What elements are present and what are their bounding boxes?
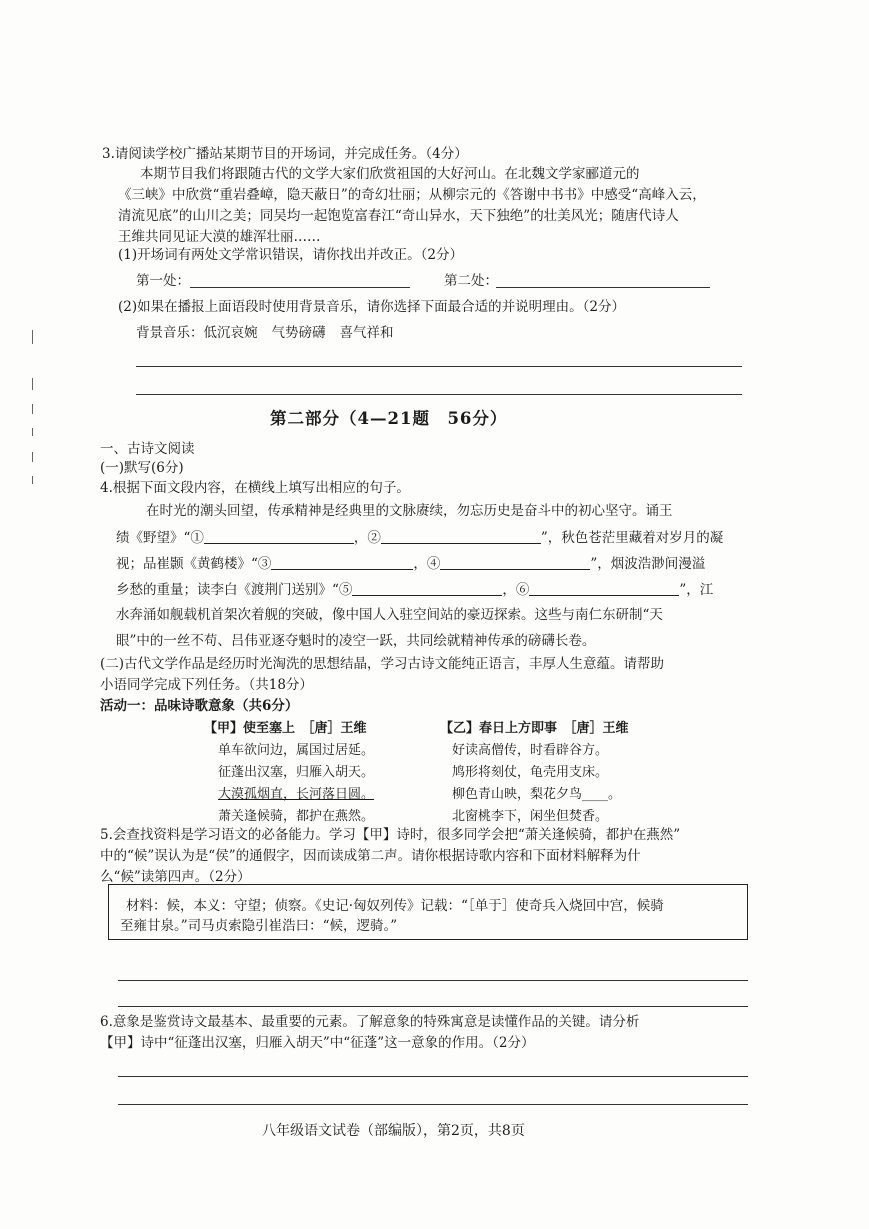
q4-fill-row: 绩《野望》“① ，② ”，秋色苍茫里藏着对岁月的凝 [116,530,724,546]
music-option: 气势磅礴 [271,325,326,341]
poem-jia-title: 【甲】使至塞上 ［唐］王维 [204,721,367,736]
margin-mark [32,452,39,462]
poem-yi-line: 鸠形将刻仗，龟壳用支床。 [452,765,609,780]
section-one-title: 一、古诗文阅读 [100,441,195,457]
q5-line: 么“候”读第四声。（2分） [100,869,251,885]
q5-line: 中的“候”误认为是“侯”的通假字，因而读成第二声。请你根据诗歌内容和下面材料解释为什 [100,848,641,864]
material-line: 至雍甘泉。”司马贞索隐引崔浩曰：“候，逻骑。” [120,918,398,934]
q3-answer-line[interactable] [136,394,742,395]
first-error-label: 第一处： [136,273,190,289]
section-one-subtitle: (一)默写(6分) [100,460,184,476]
margin-mark [32,330,39,344]
background-music-row [136,324,394,342]
margin-mark [32,476,39,484]
second-error-label: 第二处： [444,273,498,289]
q4-title: 4.根据下面文段内容，在横线上填写出相应的句子。 [100,480,410,496]
first-error-answer-line[interactable] [190,287,410,288]
poem-yi-title: 【乙】春日上方即事 ［唐］王维 [440,721,629,736]
music-option: 低沉哀婉 [203,325,258,341]
blank-4[interactable] [440,555,590,570]
q3-title: 3.请阅读学校广播站某期节目的开场词，并完成任务。（4分） [102,146,468,162]
margin-mark [32,378,39,390]
q4-fill-row: 视；品崔颢《黄鹤楼》“③ ，④ ”，烟波浩渺间漫溢 [116,556,706,572]
poem-jia-line: 萧关逢候骑，都护在燕然。 [218,809,375,824]
section-two-intro: 小语同学完成下列任务。（共18分） [100,677,313,693]
material-line: 材料：候，本义：守望；侦察。《史记·匈奴列传》记载：“［单于］使奇兵入烧回中宫，候骑 [126,898,664,914]
margin-mark [32,404,39,414]
music-label: 背景音乐： [136,325,204,341]
q4-fill-row: 乡愁的重量；读李白《渡荆门送别》“⑤ ，⑥ ”，江 [116,582,714,598]
page-footer: 八年级语文试卷（部编版），第2页，共8页 [262,1123,525,1139]
poem-jia-line: 大漠孤烟直，长河落日圆。 [218,787,375,802]
q3-para-line: 王维共同见证大漠的雄浑壮丽…… [118,229,321,245]
poem-jia-line: 征蓬出汉塞，归雁入胡天。 [218,765,375,780]
poem-jia-line: 单车欲问边，属国过居延。 [218,743,375,758]
q3-answer-line[interactable] [136,366,742,367]
blank-2[interactable] [381,529,541,544]
q5-answer-line[interactable] [118,1006,748,1007]
poem-yi-line: 柳色青山映，梨花夕鸟____。 [452,787,622,802]
q4-text-line: 在时光的潮头回望，传承精神是经典里的文脉赓续，勿忘历史是奋斗中的初心坚守。诵王 [146,503,673,519]
q6-line: 6.意象是鉴赏诗文最基本、最重要的元素。了解意象的特殊寓意是读懂作品的关键。请分析 [100,1014,640,1030]
blank-3[interactable] [271,555,413,570]
part-two-title: 第二部分（4—21题 56分） [270,409,508,428]
q3-sub1: (1)开场词有两处文学常识错误，请你找出并改正。（2分） [118,247,463,263]
q3-sub2: (2)如果在播报上面语段时使用背景音乐，请你选择下面最合适的并说明理由。（2分） [118,299,625,315]
q5-answer-line[interactable] [118,980,748,981]
blank-1[interactable] [204,529,354,544]
section-two-intro: (二)古代文学作品是经历时光淘洗的思想结晶，学习古诗文能纯正语言，丰厚人生意蕴。请帮助 [100,656,665,672]
poem-yi-line: 好读高僧传，时看辟谷方。 [452,743,609,758]
music-option: 喜气祥和 [339,325,394,341]
blank-6[interactable] [529,581,679,596]
second-error-answer-line[interactable] [496,287,710,288]
q6-line: 【甲】诗中“征蓬出汉塞，归雁入胡天”中“征蓬”这一意象的作用。（2分） [100,1035,535,1051]
activity-one-title: 活动一：品味诗歌意象（共6分） [100,698,299,714]
q5-line: 5.会查找资料是学习语文的必备能力。学习【甲】诗时，很多同学会把“萧关逢候骑，都护在燕然” [100,827,681,843]
q3-para-line: 《三峡》中欣赏“重岩叠嶂，隐天蔽日”的奇幻壮丽；从柳宗元的《答谢中书书》中感受“高峰入云， [118,187,706,203]
q3-para-line: 清流见底”的山川之美；同吴均一起饱览富春江“奇山异水，天下独绝”的壮美风光；随唐代诗人 [118,208,679,224]
poem-yi-line: 北窗桃李下，闲坐但焚香。 [452,809,609,824]
q6-answer-line[interactable] [118,1104,748,1105]
q4-text-line: 水奔涌如舰载机首架次着舰的突破，像中国人入驻空间站的豪迈探索。这些与南仁东研制“天 [116,607,663,623]
q4-text-line: 眼”中的一丝不苟、吕伟亚逐夺魁时的凌空一跃，共同绘就精神传承的磅礴长卷。 [116,633,596,649]
q6-answer-line[interactable] [118,1076,748,1077]
blank-5[interactable] [352,581,502,596]
margin-mark [32,428,39,436]
q3-para-line: 本期节目我们将跟随古代的文学大家们欣赏祖国的大好河山。在北魏文学家郦道元的 [140,166,640,182]
